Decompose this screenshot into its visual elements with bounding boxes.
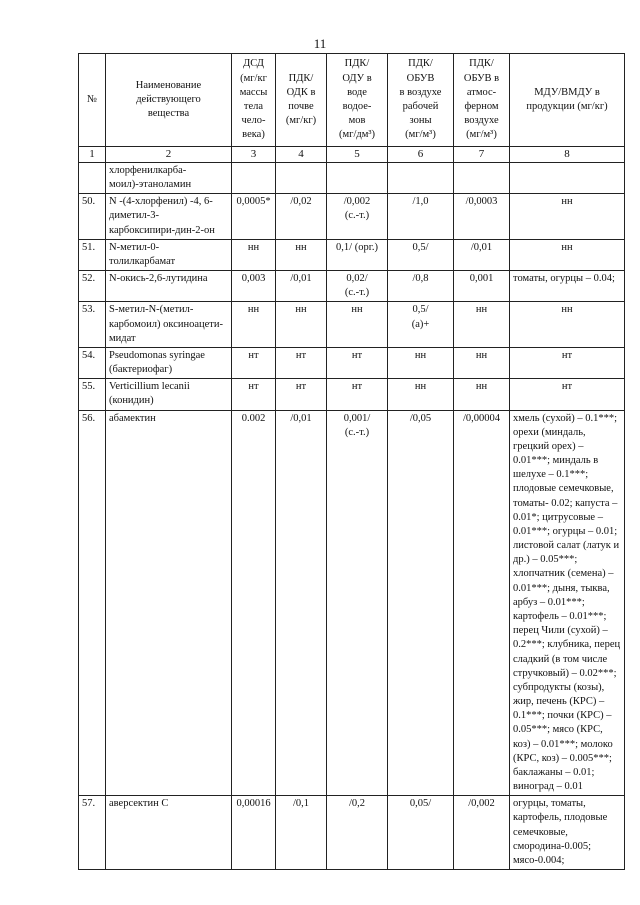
table-row xyxy=(79,302,625,348)
mdu-value: хмель (сухой) – 0.1***; орехи (миндаль, грецкий орех) – 0.01***; миндаль в шелухе – 0.1***; плодовые семечковые, томаты- 0.02; капуста – 0.01*; цитрусовые – 0.01***; огурцы – 0.01; листовой салат (латук и др.) – 0.05***; хлопчатник (семена) – 0.01***; дыня, тыква, арбуз – 0.01***; картофель – 0.01***; перец Чили (сухой) – 0.2***; клубника, перец сладкий (в том числе стручковый) – 0.02***; субпродукты (козы), жир, печень (КРС) – 0.1***; почки (КРС) – 0.05***; мясо (КРС, коз) – 0.01***; молоко (КРС, коз) – 0.005***; баклажаны – 0.01; виноград – 0.01 xyxy=(510,410,625,796)
table-row xyxy=(79,194,625,240)
row-number: 57. xyxy=(79,796,106,870)
pdk-soil-value: /0,1 xyxy=(276,796,327,870)
header-pdk-atmosphere: ПДК/ ОБУВ в атмос- ферном воздухе (мг/м³) xyxy=(454,54,510,147)
pdk-workzone-value xyxy=(388,162,454,193)
table-row xyxy=(79,796,625,870)
mdu-value xyxy=(510,162,625,193)
table-row xyxy=(79,271,625,302)
header-pdk-workzone: ПДК/ ОБУВ в воздухе рабочей зоны (мг/м³) xyxy=(388,54,454,147)
mdu-value: нт xyxy=(510,347,625,378)
row-number: 52. xyxy=(79,271,106,302)
pdk-water-value xyxy=(327,162,388,193)
pdk-soil-value: /0,01 xyxy=(276,410,327,796)
row-number: 53. xyxy=(79,302,106,348)
column-number: 8 xyxy=(510,147,625,163)
column-number: 6 xyxy=(388,147,454,163)
pdk-workzone-value: нн xyxy=(388,379,454,410)
dsd-value: 0,0005* xyxy=(232,194,276,240)
header-mdu: МДУ/ВМДУ в продукции (мг/кг) xyxy=(510,54,625,147)
pdk-atmosphere-value: 0,001 xyxy=(454,271,510,302)
pdk-workzone-value: /1,0 xyxy=(388,194,454,240)
column-number: 7 xyxy=(454,147,510,163)
header-no: № xyxy=(79,54,106,147)
column-number: 3 xyxy=(232,147,276,163)
header-name: Наименование действующего вещества xyxy=(106,54,232,147)
mdu-value: нт xyxy=(510,379,625,410)
pdk-soil-value: /0,01 xyxy=(276,271,327,302)
mdu-value: нн xyxy=(510,302,625,348)
row-number xyxy=(79,162,106,193)
substance-name: N -(4-хлорфенил) -4, 6- диметил-3- карбоксипири-дин-2-он xyxy=(106,194,232,240)
table-row xyxy=(79,162,625,193)
pdk-water-value: 0,001/ (с.-т.) xyxy=(327,410,388,796)
substance-name: абамектин xyxy=(106,410,232,796)
pdk-water-value: нт xyxy=(327,347,388,378)
mdu-value: нн xyxy=(510,239,625,270)
pdk-soil-value: нн xyxy=(276,302,327,348)
pdk-atmosphere-value: /0,00004 xyxy=(454,410,510,796)
substance-name: N-метил-0- толилкарбамат xyxy=(106,239,232,270)
pdk-water-value: нн xyxy=(327,302,388,348)
pdk-workzone-value: /0,05 xyxy=(388,410,454,796)
header-pdk-water: ПДК/ ОДУ в воде водое- мов (мг/дм³) xyxy=(327,54,388,147)
pdk-water-value: /0,002 (с.-т.) xyxy=(327,194,388,240)
header-dsd: ДСД (мг/кг массы тела чело- века) xyxy=(232,54,276,147)
row-number: 54. xyxy=(79,347,106,378)
column-number-row xyxy=(79,147,625,163)
column-number: 1 xyxy=(79,147,106,163)
substance-name: аверсектин С xyxy=(106,796,232,870)
pdk-water-value: нт xyxy=(327,379,388,410)
substance-name: N-окись-2,6-лутидина xyxy=(106,271,232,302)
row-number: 51. xyxy=(79,239,106,270)
pdk-atmosphere-value: /0,01 xyxy=(454,239,510,270)
table-row xyxy=(79,410,625,796)
pdk-water-value: 0,02/ (с.-т.) xyxy=(327,271,388,302)
pdk-atmosphere-value: нн xyxy=(454,379,510,410)
pdk-soil-value xyxy=(276,162,327,193)
dsd-value: нт xyxy=(232,379,276,410)
substance-name: Pseudomonas syringae (бактериофаг) xyxy=(106,347,232,378)
page-number: 11 xyxy=(313,36,327,51)
dsd-value: нн xyxy=(232,302,276,348)
column-number: 2 xyxy=(106,147,232,163)
pdk-workzone-value: 0,5/ xyxy=(388,239,454,270)
pdk-atmosphere-value: /0,0003 xyxy=(454,194,510,240)
pdk-atmosphere-value: нн xyxy=(454,302,510,348)
substance-name: S-метил-N-(метил- карбомоил) оксиноацети- мидат xyxy=(106,302,232,348)
table-row xyxy=(79,379,625,410)
substance-name: хлорфенилкарба- моил)-этаноламин xyxy=(106,162,232,193)
mdu-value: нн xyxy=(510,194,625,240)
pdk-workzone-value: 0,5/ (а)+ xyxy=(388,302,454,348)
pdk-water-value: 0,1/ (орг.) xyxy=(327,239,388,270)
row-number: 50. xyxy=(79,194,106,240)
pdk-workzone-value: нн xyxy=(388,347,454,378)
dsd-value xyxy=(232,162,276,193)
row-number: 55. xyxy=(79,379,106,410)
table-row xyxy=(79,239,625,270)
pdk-water-value: /0,2 xyxy=(327,796,388,870)
dsd-value: нн xyxy=(232,239,276,270)
pdk-workzone-value: /0,8 xyxy=(388,271,454,302)
pdk-atmosphere-value: нн xyxy=(454,347,510,378)
pdk-soil-value: нт xyxy=(276,379,327,410)
dsd-value: 0.002 xyxy=(232,410,276,796)
pdk-soil-value: /0,02 xyxy=(276,194,327,240)
column-number: 5 xyxy=(327,147,388,163)
dsd-value: 0,003 xyxy=(232,271,276,302)
table-row xyxy=(79,347,625,378)
mdu-value: огурцы, томаты, картофель, плодовые семечковые, смородина-0.005; мясо-0.004; xyxy=(510,796,625,870)
substance-name: Verticillium lecanii (конидин) xyxy=(106,379,232,410)
dsd-value: нт xyxy=(232,347,276,378)
row-number: 56. xyxy=(79,410,106,796)
pdk-soil-value: нт xyxy=(276,347,327,378)
pdk-workzone-value: 0,05/ xyxy=(388,796,454,870)
column-number: 4 xyxy=(276,147,327,163)
header-pdk-soil: ПДК/ ОДК в почве (мг/кг) xyxy=(276,54,327,147)
pdk-soil-value: нн xyxy=(276,239,327,270)
dsd-value: 0,00016 xyxy=(232,796,276,870)
pdk-atmosphere-value: /0,002 xyxy=(454,796,510,870)
mdu-value: томаты, огурцы – 0.04; xyxy=(510,271,625,302)
pdk-atmosphere-value xyxy=(454,162,510,193)
regulation-table xyxy=(78,53,625,870)
